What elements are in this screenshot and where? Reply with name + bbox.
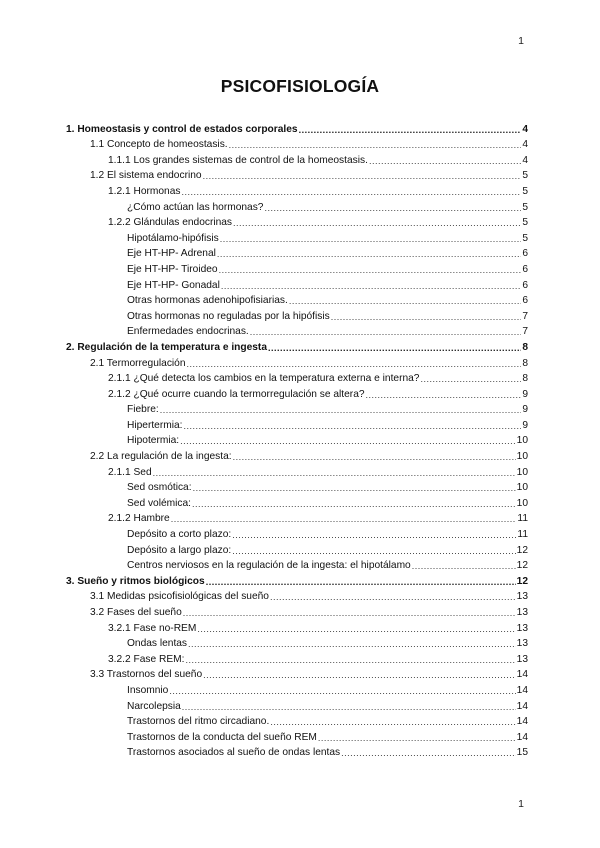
toc-leader-dots bbox=[412, 560, 516, 572]
toc-leader-dots bbox=[169, 685, 515, 697]
toc-leader-dots bbox=[220, 233, 522, 245]
toc-entry-label: 2.1.2 ¿Qué ocurre cuando la termorregulación se altera? bbox=[108, 388, 365, 400]
toc-entry[interactable] bbox=[66, 432, 528, 448]
toc-entry[interactable] bbox=[66, 214, 528, 230]
toc-entry-label: 3.1 Medidas psicofisiológicas del sueño bbox=[90, 591, 269, 603]
toc-entry-page: 6 bbox=[522, 279, 528, 291]
toc-entry[interactable] bbox=[66, 650, 528, 666]
toc-entry-label: Trastornos del ritmo circadiano. bbox=[127, 716, 270, 728]
toc-entry[interactable] bbox=[66, 572, 528, 588]
toc-entry-label: Depósito a corto plazo: bbox=[127, 529, 232, 541]
toc-entry-page: 10 bbox=[516, 482, 528, 494]
toc-entry-label: Hipertermia: bbox=[127, 419, 183, 431]
toc-entry[interactable] bbox=[66, 744, 528, 760]
toc-leader-dots bbox=[203, 669, 516, 681]
toc-entry-page: 5 bbox=[522, 217, 528, 229]
toc-entry[interactable] bbox=[66, 525, 528, 541]
toc-entry-label: 1.2.1 Hormonas bbox=[108, 185, 181, 197]
toc-entry[interactable] bbox=[66, 619, 528, 635]
toc-entry-page: 14 bbox=[516, 669, 528, 681]
toc-entry[interactable] bbox=[66, 370, 528, 386]
toc-entry[interactable] bbox=[66, 728, 528, 744]
page-number-bottom: 1 bbox=[518, 798, 524, 810]
toc-leader-dots bbox=[221, 280, 521, 292]
toc-entry[interactable] bbox=[66, 681, 528, 697]
toc-leader-dots bbox=[219, 264, 522, 276]
toc-entry[interactable] bbox=[66, 229, 528, 245]
toc-entry[interactable] bbox=[66, 510, 528, 526]
page-title: PSICOFISIOLOGÍA bbox=[220, 76, 380, 96]
toc-entry-page: 12 bbox=[516, 575, 528, 587]
toc-entry-label: Otras hormonas adenohipofisiarias. bbox=[127, 295, 288, 307]
toc-entry-page: 9 bbox=[522, 404, 528, 416]
toc-entry-page: 9 bbox=[522, 419, 528, 431]
toc-entry-page: 13 bbox=[516, 638, 528, 650]
toc-entry-label: 2. Regulación de la temperatura e ingesta bbox=[66, 341, 267, 353]
toc-entry-label: Trastornos de la conducta del sueño REM bbox=[127, 731, 317, 743]
toc-leader-dots bbox=[233, 217, 521, 229]
toc-entry-page: 8 bbox=[522, 373, 528, 385]
toc-entry-label: Eje HT-HP- Gonadal bbox=[127, 279, 220, 291]
toc-entry-page: 7 bbox=[522, 310, 528, 322]
toc-entry-label: 3.3 Trastornos del sueño bbox=[90, 669, 203, 681]
toc-entry-label: 2.1.1 ¿Qué detecta los cambios en la temperatura externa e interna? bbox=[108, 373, 420, 385]
toc-entry-label: 2.1.1 Sed bbox=[108, 466, 152, 478]
toc-entry-label: 1.2.2 Glándulas endocrinas bbox=[108, 217, 233, 229]
toc-entry-label: Ondas lentas bbox=[127, 638, 188, 650]
toc-entry-label: 2.1 Termorregulación bbox=[90, 357, 186, 369]
toc-entry[interactable] bbox=[66, 307, 528, 323]
toc-leader-dots bbox=[233, 451, 516, 463]
page-number-top: 1 bbox=[518, 35, 524, 47]
toc-entry[interactable] bbox=[66, 338, 528, 354]
toc-entry-page: 6 bbox=[522, 248, 528, 260]
toc-entry-page: 4 bbox=[522, 123, 528, 135]
toc-entry-label: 1.2 El sistema endocrino bbox=[90, 170, 202, 182]
toc-leader-dots bbox=[182, 701, 516, 713]
toc-entry-page: 5 bbox=[522, 170, 528, 182]
toc-entry-label: 3.2 Fases del sueño bbox=[90, 607, 182, 618]
toc-leader-dots bbox=[183, 607, 516, 619]
toc-leader-dots bbox=[193, 482, 516, 494]
toc-entry-label: Hipotermia: bbox=[127, 435, 180, 447]
toc-entry-page: 10 bbox=[516, 451, 528, 463]
toc-leader-dots bbox=[289, 295, 522, 307]
toc-leader-dots bbox=[369, 155, 521, 167]
toc-entry-label: 1. Homeostasis y control de estados corporales bbox=[66, 123, 298, 135]
toc-leader-dots bbox=[331, 311, 522, 323]
toc-entry[interactable] bbox=[66, 385, 528, 401]
toc-entry-label: Centros nerviosos en la regulación de la ingesta: el hipotálamo bbox=[127, 560, 411, 572]
toc-leader-dots bbox=[197, 623, 515, 635]
toc-entry[interactable] bbox=[66, 588, 528, 604]
toc-leader-dots bbox=[185, 654, 515, 666]
toc-leader-dots bbox=[160, 404, 522, 416]
toc-entry[interactable] bbox=[66, 323, 528, 339]
toc-entry-label: Otras hormonas no reguladas por la hipófisis bbox=[127, 310, 330, 322]
toc-entry-page: 10 bbox=[516, 466, 528, 478]
toc-entry-label: 1.1.1 Los grandes sistemas de control de la homeostasis. bbox=[108, 154, 368, 166]
toc-entry-page: 6 bbox=[522, 263, 528, 275]
toc-entry-label: Sed osmótica: bbox=[127, 482, 192, 494]
toc-entry[interactable] bbox=[66, 697, 528, 713]
toc-leader-dots bbox=[232, 529, 516, 541]
toc-entry-label: 2.2 La regulación de la ingesta: bbox=[90, 451, 232, 463]
toc-entry-page: 6 bbox=[522, 295, 528, 307]
toc-entry-page: 12 bbox=[516, 560, 528, 572]
toc-entry-page: 13 bbox=[516, 607, 528, 618]
toc-entry-page: 10 bbox=[516, 435, 528, 447]
toc-entry[interactable] bbox=[66, 151, 528, 167]
toc-entry-page: 14 bbox=[516, 731, 528, 743]
toc-leader-dots bbox=[341, 747, 516, 759]
toc-entry[interactable] bbox=[66, 245, 528, 261]
toc-entry-page: 5 bbox=[522, 232, 528, 244]
toc-entry-page: 9 bbox=[522, 388, 528, 400]
toc-entry[interactable] bbox=[66, 292, 528, 308]
toc-entry[interactable] bbox=[66, 120, 528, 136]
toc-entry-page: 7 bbox=[522, 326, 528, 338]
toc-entry-page: 4 bbox=[522, 139, 528, 151]
toc-leader-dots bbox=[318, 732, 516, 744]
toc-leader-dots bbox=[203, 170, 522, 182]
toc-entry[interactable] bbox=[66, 479, 528, 495]
toc-leader-dots bbox=[181, 186, 521, 198]
toc-leader-dots bbox=[270, 716, 515, 728]
toc-leader-dots bbox=[183, 420, 521, 432]
toc-entry-label: Eje HT-HP- Tiroideo bbox=[127, 263, 218, 275]
toc-leader-dots bbox=[171, 513, 517, 525]
toc-entry-label: 3.2.2 Fase REM: bbox=[108, 653, 185, 665]
toc-entry-page: 10 bbox=[516, 497, 528, 509]
toc-leader-dots bbox=[188, 638, 516, 650]
toc-entry[interactable] bbox=[66, 494, 528, 510]
toc-leader-dots bbox=[206, 576, 516, 588]
toc-entry-page: 11 bbox=[517, 513, 528, 525]
toc-entry-label: 3. Sueño y ritmos biológicos bbox=[66, 575, 205, 587]
toc-leader-dots bbox=[217, 248, 521, 260]
toc-entry[interactable] bbox=[66, 557, 528, 573]
toc-leader-dots bbox=[268, 342, 521, 354]
toc-entry[interactable] bbox=[66, 182, 528, 198]
toc-leader-dots bbox=[420, 373, 521, 385]
toc-entry[interactable] bbox=[66, 276, 528, 292]
toc-leader-dots bbox=[180, 435, 516, 447]
toc-entry-page: 13 bbox=[516, 622, 528, 634]
toc-leader-dots bbox=[299, 124, 522, 136]
toc-entry-page: 14 bbox=[516, 716, 528, 728]
toc-leader-dots bbox=[264, 202, 521, 214]
toc-entry[interactable] bbox=[66, 401, 528, 417]
toc-entry-label: Insomnio bbox=[127, 684, 169, 696]
toc-entry-page: 5 bbox=[522, 201, 528, 213]
toc-entry-page: 12 bbox=[516, 544, 528, 556]
toc-entry-page: 8 bbox=[522, 341, 528, 353]
toc-leader-dots bbox=[187, 358, 522, 370]
toc-leader-dots bbox=[366, 389, 522, 401]
toc-leader-dots bbox=[232, 545, 515, 557]
toc-entry[interactable] bbox=[66, 603, 528, 619]
toc-entry-label: Narcolepsia bbox=[127, 700, 181, 712]
toc-entry[interactable] bbox=[66, 416, 528, 432]
toc-entry-page: 14 bbox=[516, 684, 528, 696]
toc-entry-label: Sed volémica: bbox=[127, 497, 191, 509]
toc-entry-label: Fiebre: bbox=[127, 404, 159, 416]
toc-entry[interactable] bbox=[66, 260, 528, 276]
toc-entry[interactable] bbox=[66, 463, 528, 479]
toc-entry[interactable] bbox=[66, 447, 528, 463]
toc-entry-label: Depósito a largo plazo: bbox=[127, 544, 232, 556]
toc-entry-label: Enfermedades endocrinas. bbox=[127, 326, 249, 338]
toc-entry[interactable] bbox=[66, 136, 528, 152]
toc-entry-label: 1.1 Concepto de homeostasis. bbox=[90, 139, 228, 151]
toc-entry[interactable] bbox=[66, 167, 528, 183]
toc-leader-dots bbox=[250, 326, 522, 338]
toc-entry-label: 2.1.2 Hambre bbox=[108, 513, 170, 525]
toc-entry-label: Hipotálamo-hipófisis bbox=[127, 232, 219, 244]
toc-leader-dots bbox=[192, 498, 516, 510]
toc-entry[interactable] bbox=[66, 541, 528, 557]
toc-entry-label: Trastornos asociados al sueño de ondas lentas bbox=[127, 747, 341, 759]
toc-entry-page: 14 bbox=[516, 700, 528, 712]
table-of-contents bbox=[66, 120, 528, 759]
toc-entry-label: Eje HT-HP- Adrenal bbox=[127, 248, 216, 260]
toc-leader-dots bbox=[153, 467, 516, 479]
toc-entry-page: 11 bbox=[517, 529, 528, 541]
toc-entry-label: ¿Cómo actúan las hormonas? bbox=[127, 201, 264, 213]
toc-entry-page: 5 bbox=[522, 185, 528, 197]
toc-entry-page: 4 bbox=[522, 154, 528, 166]
toc-entry-page: 13 bbox=[516, 591, 528, 603]
toc-entry-page: 15 bbox=[516, 747, 528, 759]
toc-leader-dots bbox=[270, 591, 516, 603]
toc-entry-label: 3.2.1 Fase no-REM bbox=[108, 622, 197, 634]
toc-entry[interactable] bbox=[66, 354, 528, 370]
toc-entry[interactable] bbox=[66, 198, 528, 214]
toc-entry-page: 8 bbox=[522, 357, 528, 369]
toc-entry[interactable] bbox=[66, 713, 528, 729]
toc-leader-dots bbox=[229, 139, 522, 151]
toc-entry[interactable] bbox=[66, 635, 528, 651]
toc-entry-page: 13 bbox=[516, 653, 528, 665]
toc-entry[interactable] bbox=[66, 666, 528, 682]
